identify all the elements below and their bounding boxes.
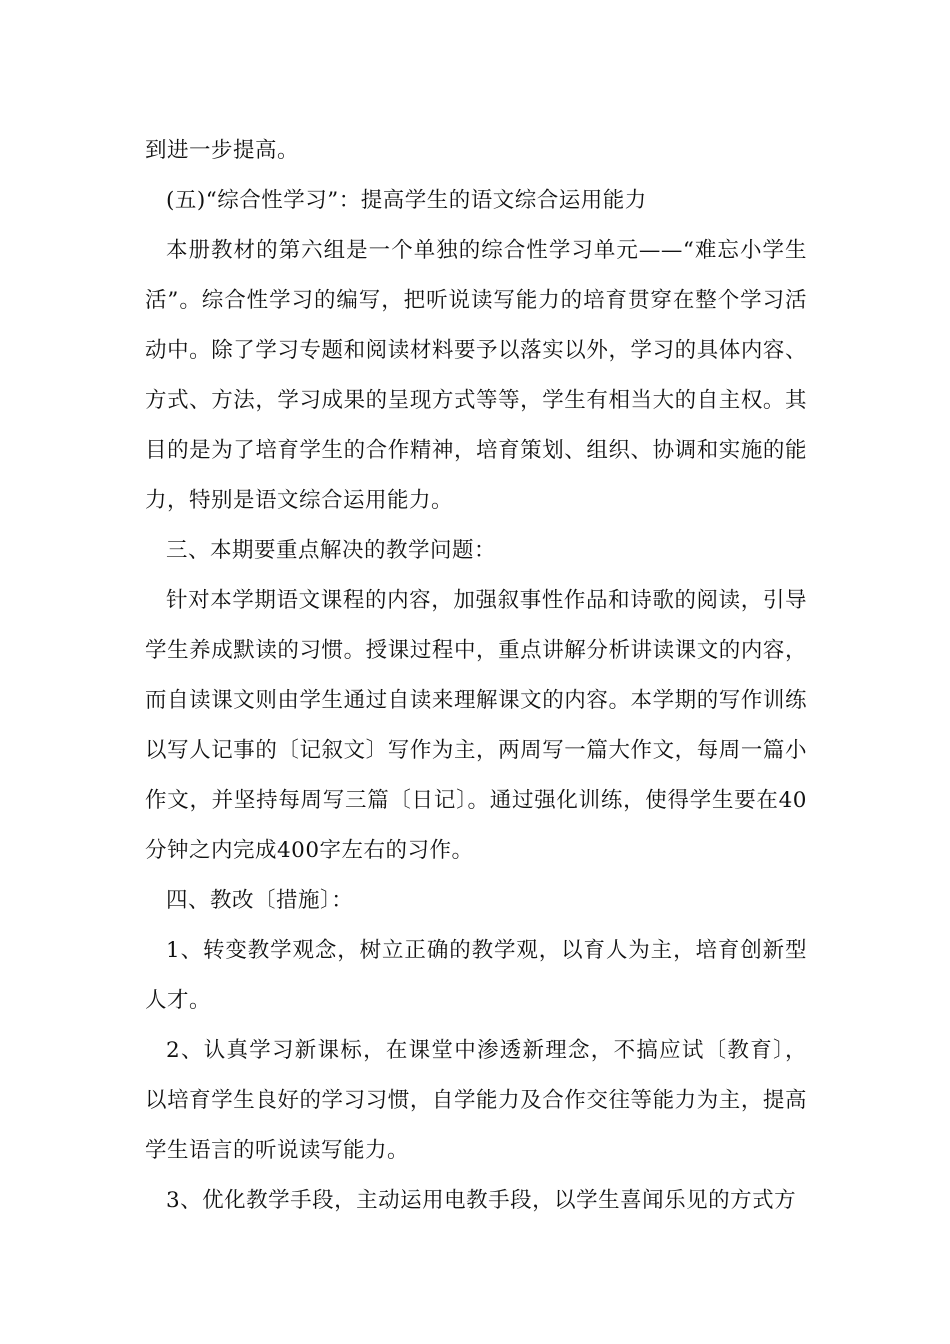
paragraph-continuation: 到进一步提高。 <box>145 138 300 163</box>
document-body <box>145 126 807 1226</box>
paragraph-comprehensive-learning: 本册教材的第六组是一个单独的综合性学习单元——“难忘小学生活”。综合性学习的编写，把听说读写能力的培育贯穿在整个学习活动中。除了学习专题和阅读材料要予以落实以外，学习的具体内容、方式、方法，学习成果的呈现方式等等，学生有相当大的自主权。其目的是为了培育学生的合作精神，培育策划、组织、协调和实施的能力，特别是语文综合运用能力。 <box>145 238 807 513</box>
list-item-2: 2、认真学习新课标，在课堂中渗透新理念，不搞应试〔教育〕，以培育学生良好的学习习惯，自学能力及合作交往等能力为主，提高学生语言的听说读写能力。 <box>145 1038 807 1163</box>
list-item-3: 3、优化教学手段，主动运用电教手段，以学生喜闻乐见的方式方 <box>166 1188 797 1213</box>
list-item-1: 1、转变教学观念，树立正确的教学观，以育人为主，培育创新型人才。 <box>145 938 807 1013</box>
paragraph-teaching-problems: 针对本学期语文课程的内容，加强叙事性作品和诗歌的阅读，引导学生养成默读的习惯。授课过程中，重点讲解分析讲读课文的内容，而自读课文则由学生通过自读来理解课文的内容。本学期的写作训练以写人记事的〔记叙文〕写作为主，两周写一篇大作文，每周一篇小作文，并坚持每周写三篇〔日记〕。通过强化训练，使得学生要在40分钟之内完成400字左右的习作。 <box>145 588 807 863</box>
section-heading-five: (五)“综合性学习”：提高学生的语文综合运用能力 <box>166 188 647 213</box>
section-heading-three: 三、本期要重点解决的教学问题： <box>166 538 497 563</box>
section-heading-four: 四、教改〔措施〕： <box>166 888 354 913</box>
